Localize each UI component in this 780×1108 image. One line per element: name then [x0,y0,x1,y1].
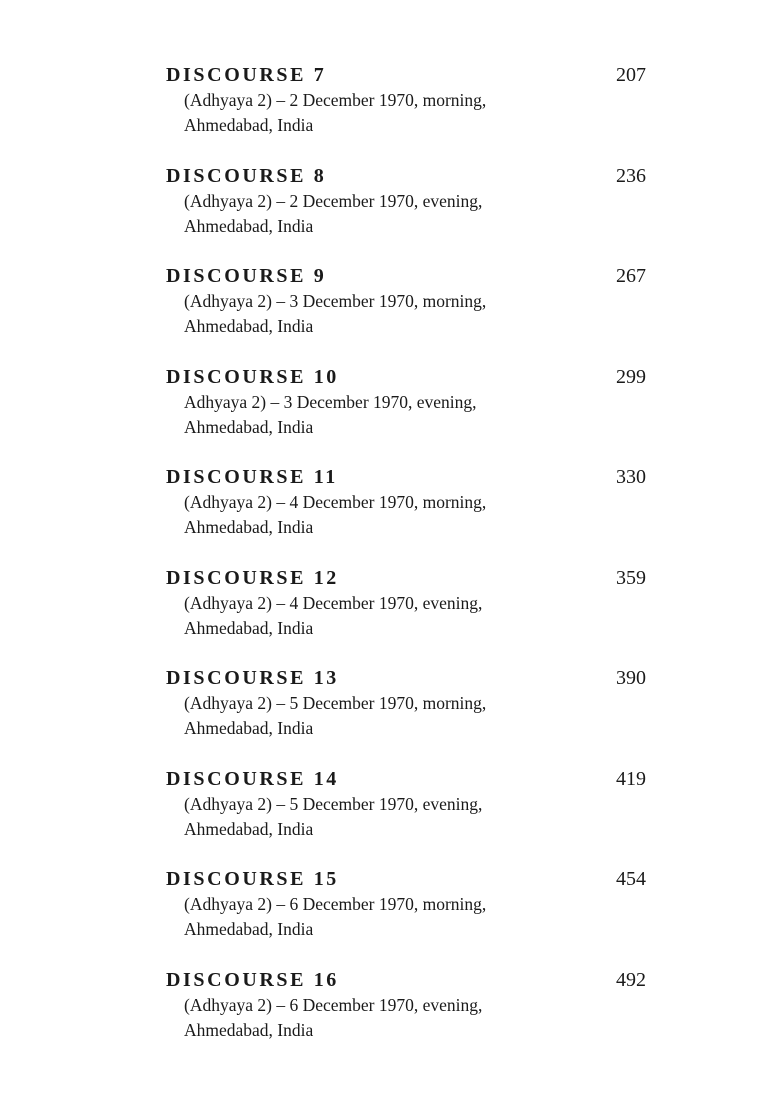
discourse-date-line: (Adhyaya 2) – 5 December 1970, evening, [184,793,483,814]
toc-entry-discourse-10 [166,364,646,465]
discourse-date-line: (Adhyaya 2) – 4 December 1970, morning, [184,492,487,512]
discourse-location-line: Ahmedabad, India [184,818,314,839]
page-number: 236 [616,164,646,187]
toc-entry-discourse-13 [166,665,646,766]
discourse-location-line: Ahmedabad, India [184,919,314,939]
page-number: 419 [616,767,646,790]
page-number: 492 [616,968,646,991]
toc-entry-discourse-16 [166,967,646,1068]
discourse-date-line: (Adhyaya 2) – 2 December 1970, evening, [184,190,483,211]
discourse-location-line: Ahmedabad, India [184,517,314,537]
discourse-title: DISCOURSE 16 [166,968,339,991]
toc-entry-discourse-15 [166,866,646,967]
page-number: 267 [616,265,646,287]
discourse-title: DISCOURSE 7 [166,64,327,86]
discourse-location-line: Ahmedabad, India [184,416,314,437]
discourse-date-line: (Adhyaya 2) – 2 December 1970, morning, [184,90,487,110]
page-number: 390 [616,667,646,689]
discourse-title: DISCOURSE 15 [166,868,339,890]
discourse-title: DISCOURSE 11 [166,466,338,488]
toc-entry-discourse-11 [166,464,646,565]
discourse-title: DISCOURSE 8 [166,164,327,187]
discourse-location-line: Ahmedabad, India [184,1019,314,1040]
discourse-location-line: Ahmedabad, India [184,215,314,236]
discourse-date-line: (Adhyaya 2) – 6 December 1970, morning, [184,894,487,914]
page-number: 359 [616,566,646,589]
toc-entry-discourse-14 [166,766,646,867]
discourse-location-line: Ahmedabad, India [184,617,314,638]
page-number: 299 [616,365,646,388]
table-of-contents [166,62,646,1067]
discourse-title: DISCOURSE 9 [166,265,327,287]
discourse-title: DISCOURSE 10 [166,365,339,388]
discourse-title: DISCOURSE 13 [166,667,339,689]
discourse-date-line: (Adhyaya 2) – 3 December 1970, morning, [184,291,487,311]
page-number: 454 [616,868,646,890]
discourse-title: DISCOURSE 12 [166,566,339,589]
discourse-date-line: (Adhyaya 2) – 6 December 1970, evening, [184,994,483,1015]
page-number: 207 [616,64,646,86]
toc-entry-discourse-9 [166,263,646,364]
discourse-date-line: Adhyaya 2) – 3 December 1970, evening, [184,391,477,412]
discourse-title: DISCOURSE 14 [166,767,339,790]
toc-entry-discourse-7 [166,62,646,163]
discourse-location-line: Ahmedabad, India [184,316,314,336]
discourse-location-line: Ahmedabad, India [184,718,314,738]
toc-entry-discourse-12 [166,565,646,666]
discourse-date-line: (Adhyaya 2) – 4 December 1970, evening, [184,592,483,613]
page-number: 330 [616,466,646,488]
toc-entry-discourse-8 [166,163,646,264]
discourse-location-line: Ahmedabad, India [184,115,314,135]
discourse-date-line: (Adhyaya 2) – 5 December 1970, morning, [184,693,487,713]
